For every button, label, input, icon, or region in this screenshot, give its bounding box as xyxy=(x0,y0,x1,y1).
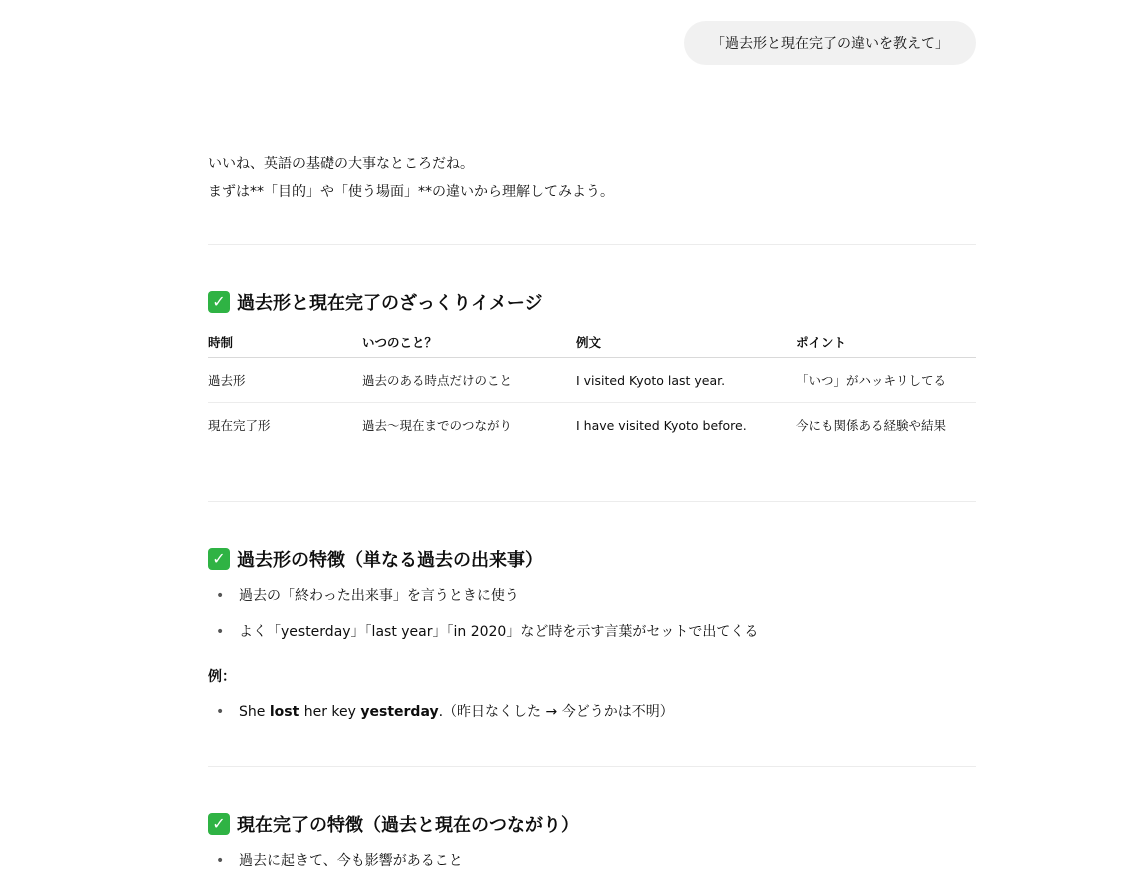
table-cell: 「いつ」がハッキリしてる xyxy=(796,358,976,403)
past-tense-bullets xyxy=(208,578,758,650)
table-header: 例文 xyxy=(576,326,796,358)
list-item: • 過去に起きて、今も影響があること xyxy=(208,843,463,879)
table-header: 時制 xyxy=(208,326,362,358)
intro-line-2: まずは**「目的」や「使う場面」**の違いから理解してみよう。 xyxy=(208,184,614,200)
table-cell: 過去のある時点だけのこと xyxy=(362,358,576,403)
section-heading-image: ✓ 過去形と現在完了のざっくりイメージ xyxy=(208,289,542,315)
user-message-bubble xyxy=(684,21,976,65)
table-row xyxy=(208,358,976,403)
intro-paragraph xyxy=(208,150,614,206)
list-item: • よく「yesterday」「last year」「in 2020」など時を示す言葉がセットで出てくる xyxy=(208,614,758,650)
intro-line-1: いいね、英語の基礎の大事なところだね。 xyxy=(208,156,474,172)
check-mark-icon: ✓ xyxy=(208,291,230,313)
user-message-text: 「過去形と現在完了の違いを教えて」 xyxy=(711,36,949,52)
table-cell: 過去〜現在までのつながり xyxy=(362,418,513,433)
table-header: ポイント xyxy=(796,326,976,358)
table-cell: I visited Kyoto last year. xyxy=(576,358,796,403)
table-cell: I have visited Kyoto before. xyxy=(576,417,747,433)
list-item: • 過去の「終わった出来事」を言うときに使う xyxy=(208,578,758,614)
divider xyxy=(208,244,976,245)
table-cell: 過去形 xyxy=(208,358,362,403)
table-cell: 現在完了形 xyxy=(208,418,271,433)
divider xyxy=(208,766,976,767)
section-heading-present-perfect: ✓ 現在完了の特徴（過去と現在のつながり） xyxy=(208,811,579,837)
table-row xyxy=(208,403,976,448)
comparison-table xyxy=(208,326,976,447)
present-perfect-bullets xyxy=(208,843,463,879)
example-label: 例： xyxy=(208,669,236,685)
table-header: いつのこと？ xyxy=(362,326,576,358)
divider xyxy=(208,501,976,502)
section-heading-past-tense: ✓ 過去形の特徴（単なる過去の出来事） xyxy=(208,546,543,572)
check-mark-icon: ✓ xyxy=(208,813,230,835)
table-cell: 今にも関係ある経験や結果 xyxy=(796,418,947,433)
table-header-row xyxy=(208,326,976,358)
check-mark-icon: ✓ xyxy=(208,548,230,570)
past-tense-example xyxy=(208,694,674,730)
list-item-example: • She lost her key yesterday.（昨日なくした → 今どうかは不明） xyxy=(208,694,674,730)
